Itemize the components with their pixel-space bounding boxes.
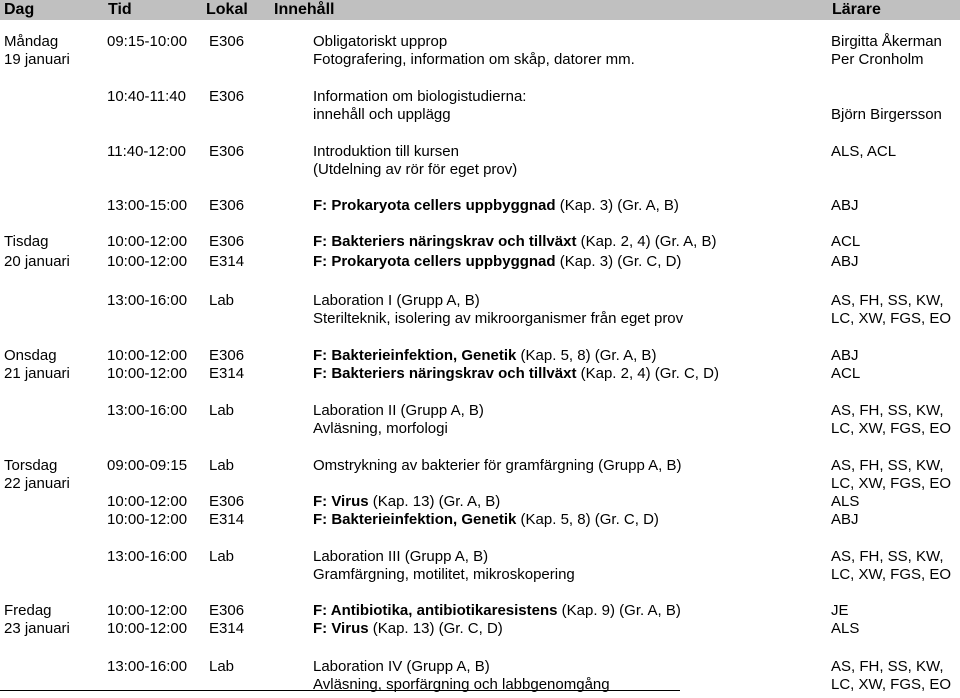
cell-time: 13:00-15:00: [107, 197, 188, 214]
cell-time: 09:15-10:00: [107, 33, 188, 50]
cell-teacher: LC, XW, FGS, EO: [831, 566, 952, 583]
cell-teacher: ABJ: [831, 347, 859, 364]
cell-teacher: ACL: [831, 365, 861, 382]
content-text: (Utdelning av rör för eget prov): [313, 161, 518, 178]
cell-time: 10:40-11:40: [107, 88, 186, 105]
header-larare: Lärare: [832, 1, 881, 18]
cell-content: [313, 106, 451, 124]
cell-room: E306: [209, 88, 245, 105]
cell-teacher: AS, FH, SS, KW,: [831, 548, 944, 565]
cell-day: 20 januari: [4, 253, 70, 270]
content-text: Introduktion till kursen: [313, 143, 459, 160]
cell-teacher: AS, FH, SS, KW,: [831, 292, 944, 309]
cell-day: 23 januari: [4, 620, 70, 637]
content-text: (Kap. 13) (Gr. C, D): [368, 620, 503, 637]
bottom-rule: [0, 690, 680, 691]
table-header: [0, 0, 960, 20]
cell-day: Torsdag: [4, 457, 58, 474]
content-text: innehåll och upplägg: [313, 106, 451, 123]
lecture-title: F: Bakteriers näringskrav och tillväxt: [313, 233, 577, 250]
cell-teacher: Birgitta Åkerman: [831, 33, 942, 50]
content-text: Laboration III (Grupp A, B): [313, 548, 489, 565]
lecture-title: F: Antibiotika, antibiotikaresistens: [313, 602, 558, 619]
content-text: (Kap. 3) (Gr. C, D): [555, 253, 682, 270]
cell-content: [313, 233, 716, 251]
cell-day: 22 januari: [4, 475, 70, 492]
cell-content: [313, 365, 719, 383]
cell-content: [313, 161, 517, 179]
cell-teacher: AS, FH, SS, KW,: [831, 658, 944, 675]
content-text: (Kap. 3) (Gr. A, B): [555, 197, 679, 214]
cell-room: E306: [209, 233, 245, 250]
cell-time: 09:00-09:15: [107, 457, 188, 474]
content-text: Fotografering, information om skåp, datorer mm.: [313, 51, 635, 68]
content-text: Laboration II (Grupp A, B): [313, 402, 484, 419]
cell-content: [313, 457, 681, 475]
header-innehall: Innehåll: [274, 1, 335, 18]
cell-day: 21 januari: [4, 365, 70, 382]
header-dag: Dag: [4, 1, 35, 18]
lecture-title: F: Virus: [313, 620, 369, 637]
cell-content: [313, 676, 610, 694]
cell-teacher: ACL: [831, 233, 861, 250]
content-text: Sterilteknik, isolering av mikroorganismer från eget prov: [313, 310, 684, 327]
cell-time: 10:00-12:00: [107, 511, 188, 528]
cell-teacher: ALS, ACL: [831, 143, 897, 160]
cell-time: 10:00-12:00: [107, 347, 188, 364]
cell-room: E306: [209, 347, 245, 364]
cell-content: [313, 51, 635, 69]
content-text: Information om biologistudierna:: [313, 88, 527, 105]
cell-room: E306: [209, 602, 245, 619]
cell-time: 13:00-16:00: [107, 402, 188, 419]
content-text: Avläsning, morfologi: [313, 420, 448, 437]
cell-day: Onsdag: [4, 347, 57, 364]
cell-content: [313, 420, 448, 438]
cell-day: Måndag: [4, 33, 59, 50]
cell-teacher: AS, FH, SS, KW,: [831, 402, 944, 419]
lecture-title: F: Prokaryota cellers uppbyggnad: [313, 253, 556, 270]
lecture-title: F: Bakterieinfektion, Genetik: [313, 511, 517, 528]
header-tid: Tid: [108, 1, 132, 18]
header-lokal: Lokal: [206, 1, 248, 18]
content-text: Obligatoriskt upprop: [313, 33, 448, 50]
cell-teacher: Per Cronholm: [831, 51, 924, 68]
cell-room: Lab: [209, 457, 235, 474]
cell-time: 13:00-16:00: [107, 548, 188, 565]
cell-room: E314: [209, 620, 245, 637]
content-text: (Kap. 5, 8) (Gr. C, D): [516, 511, 659, 528]
cell-time: 13:00-16:00: [107, 292, 188, 309]
cell-content: [313, 310, 683, 328]
cell-teacher: ALS: [831, 620, 860, 637]
content-text: (Kap. 9) (Gr. A, B): [557, 602, 681, 619]
cell-time: 10:00-12:00: [107, 602, 188, 619]
cell-time: 10:00-12:00: [107, 365, 188, 382]
cell-content: [313, 33, 447, 51]
cell-time: 10:00-12:00: [107, 620, 188, 637]
lecture-title: F: Prokaryota cellers uppbyggnad: [313, 197, 556, 214]
lecture-title: F: Bakterieinfektion, Genetik: [313, 347, 517, 364]
content-text: Gramfärgning, motilitet, mikroskopering: [313, 566, 575, 583]
cell-content: [313, 548, 488, 566]
cell-room: E314: [209, 365, 245, 382]
cell-room: E314: [209, 511, 245, 528]
cell-content: [313, 347, 656, 365]
cell-day: 19 januari: [4, 51, 70, 68]
content-text: (Kap. 5, 8) (Gr. A, B): [516, 347, 657, 364]
cell-time: 10:00-12:00: [107, 493, 188, 510]
cell-room: E314: [209, 253, 245, 270]
content-text: Avläsning, sporfärgning och labbgenomgång: [313, 676, 610, 693]
cell-time: 13:00-16:00: [107, 658, 188, 675]
cell-teacher: ABJ: [831, 197, 859, 214]
cell-content: [313, 88, 526, 106]
cell-content: [313, 143, 459, 161]
cell-content: [313, 197, 679, 215]
cell-teacher: ALS: [831, 493, 860, 510]
cell-room: E306: [209, 33, 245, 50]
cell-room: Lab: [209, 292, 235, 309]
cell-content: [313, 402, 484, 420]
cell-teacher: AS, FH, SS, KW,: [831, 457, 944, 474]
cell-content: [313, 566, 575, 584]
cell-teacher: JE: [831, 602, 849, 619]
cell-content: [313, 658, 490, 676]
cell-day: Fredag: [4, 602, 52, 619]
cell-content: [313, 511, 659, 529]
content-text: Laboration I (Grupp A, B): [313, 292, 480, 309]
cell-time: 10:00-12:00: [107, 233, 188, 250]
cell-day: Tisdag: [4, 233, 49, 250]
cell-room: E306: [209, 197, 245, 214]
cell-room: Lab: [209, 658, 235, 675]
cell-content: [313, 620, 503, 638]
cell-teacher: LC, XW, FGS, EO: [831, 475, 952, 492]
content-text: (Kap. 2, 4) (Gr. C, D): [576, 365, 719, 382]
cell-room: Lab: [209, 402, 235, 419]
cell-room: E306: [209, 493, 245, 510]
cell-teacher: LC, XW, FGS, EO: [831, 676, 952, 693]
content-text: (Kap. 2, 4) (Gr. A, B): [576, 233, 717, 250]
cell-room: Lab: [209, 548, 235, 565]
cell-teacher: LC, XW, FGS, EO: [831, 310, 952, 327]
cell-teacher: ABJ: [831, 511, 859, 528]
lecture-title: F: Virus: [313, 493, 369, 510]
cell-content: [313, 292, 480, 310]
content-text: (Kap. 13) (Gr. A, B): [368, 493, 501, 510]
content-text: Omstrykning av bakterier för gramfärgning (Grupp A, B): [313, 457, 682, 474]
cell-teacher: LC, XW, FGS, EO: [831, 420, 952, 437]
lecture-title: F: Bakteriers näringskrav och tillväxt: [313, 365, 577, 382]
content-text: Laboration IV (Grupp A, B): [313, 658, 490, 675]
cell-content: [313, 602, 681, 620]
cell-time: 10:00-12:00: [107, 253, 188, 270]
cell-content: [313, 493, 500, 511]
cell-teacher: ABJ: [831, 253, 859, 270]
cell-content: [313, 253, 681, 271]
cell-room: E306: [209, 143, 245, 160]
cell-teacher: Björn Birgersson: [831, 106, 942, 123]
cell-time: 11:40-12:00: [107, 143, 186, 160]
